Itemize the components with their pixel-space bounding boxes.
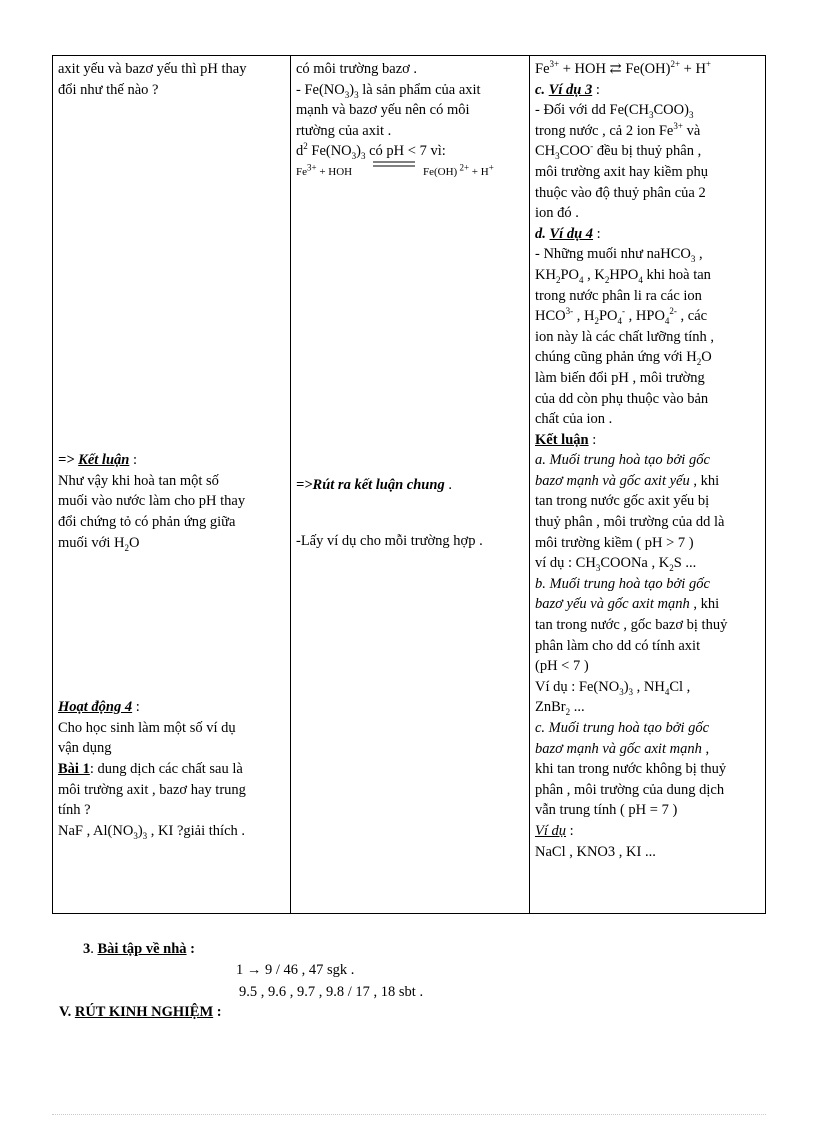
c3-line: bazơ mạnh và gốc axit mạnh ,	[535, 740, 710, 757]
c2-line: -Lấy ví dụ cho mỗi trường hợp .	[296, 532, 483, 549]
c3-line: trong nước phân li ra các ion	[535, 287, 702, 304]
c3-line: ZnBr$_2$ ...	[535, 699, 585, 718]
homework-line-2: 9.5 , 9.6 , 9.7 , 9.8 / 17 , 18 sbt .	[239, 984, 424, 1000]
c3-line: $CH_3COO^-$ đều bị thuỷ phân ,	[535, 141, 702, 162]
homework-heading: 3. Bài tập về nhà :	[83, 941, 196, 957]
c1-line: tính ?	[58, 802, 91, 819]
exercise-1-formulas: NaF , $Al(NO_3)_3$ , KI ?giải thích .	[58, 822, 246, 841]
c3-line: bazơ yếu và gốc axit mạnh , khi	[535, 596, 720, 613]
conclusion-heading: => Kết luận :	[58, 452, 137, 469]
column-student-activity	[296, 59, 526, 551]
c3-line: trong nước , cả 2 ion $Fe^{3+}$ và	[535, 120, 701, 139]
c1-line: axit yếu và bazơ yếu thì pH thay	[58, 61, 247, 77]
c2-line: rtường của axit .	[296, 122, 392, 139]
page-bottom-rule	[52, 1114, 766, 1115]
c2-line: - $Fe(NO_3)_3$ là sản phẩm của axit	[296, 81, 481, 100]
example-3-heading: c. Ví dụ 3 :	[535, 81, 600, 98]
experience-heading: V. RÚT KINH NGHIỆM :	[59, 1004, 222, 1020]
c1-line: đổi như thế nào ?	[58, 81, 159, 98]
c3-line: a. Muối trung hoà tạo bởi gốc	[535, 452, 710, 469]
c3-line: khi tan trong nước không bị thuỷ	[535, 761, 727, 778]
c3-line: chúng cũng phản ứng với $H_2O$	[535, 349, 712, 368]
c3-line: $HCO^{3-}$ , $H_2PO_4^-$ , $HPO_4^{2-}$ , các	[535, 306, 708, 327]
c1-line: đổi chứng tỏ có phản ứng giữa	[58, 513, 236, 530]
column-teacher-activity	[58, 59, 288, 841]
c3-line: làm biến đổi pH , môi trường	[535, 369, 705, 386]
activity-heading: Hoạt động 4 :	[58, 699, 140, 716]
general-conclusion: =>Rút ra kết luận chung .	[296, 476, 452, 493]
c3-line: phân , môi trường của dung dịch	[535, 781, 725, 798]
c3-line: của dd còn phụ thuộc vào bản	[535, 390, 709, 407]
example-4-heading: d. Ví dụ 4 :	[535, 225, 601, 242]
c1-line: Như vậy khi hoà tan một số	[58, 472, 219, 489]
c3-line: môi trường axit hay kiềm phụ	[535, 163, 708, 180]
c3-line: c. Muối trung hoà tạo bởi gốc	[535, 720, 710, 736]
c3-equation: $Fe^{3+}$ + HOH ⇄ Fe(OH)$^{2+}$ + H+	[535, 59, 711, 77]
c3-line: tan trong nước , gốc bazơ bị thuỷ	[535, 617, 728, 634]
c3-line: $KH_2PO_4$ , $K_2HPO_4$ khi hoà tan	[535, 266, 711, 285]
c3-line: môi trường kiềm ( pH > 7 )	[535, 534, 694, 551]
homework-line-1: 1 → 9 / 46 , 47 sgk .	[236, 962, 355, 978]
c2-line: $d^2$ $Fe(NO_3)_3$ có pH < 7 vì:	[296, 141, 446, 162]
c3-line: (pH < 7 )	[535, 658, 589, 675]
c3-line: b. Muối trung hoà tạo bởi gốc	[535, 575, 710, 592]
column-divider-2	[529, 56, 530, 913]
c3-line: thuỷ phân , môi trường của dd là	[535, 514, 725, 531]
c3-line: ví dụ : $CH_3COONa$ , $K_2S$ ...	[535, 555, 697, 574]
c3-line: thuộc vào độ thuỷ phân của 2	[535, 184, 706, 201]
exercise-1: Bài 1: dung dịch các chất sau là	[58, 760, 243, 777]
c1-line: muối vào nước làm cho pH thay	[58, 493, 246, 510]
c3-line: bazơ mạnh và gốc axit yếu , khi	[535, 472, 720, 489]
c3-line: phân làm cho dd có tính axit	[535, 637, 701, 654]
c1-line: muối với $H_2O$	[58, 534, 140, 553]
c3-line: - Những muối như naHCO$_3$ ,	[535, 246, 703, 265]
c3-line: - Đối với dd $Fe(CH_3COO)_3$	[535, 102, 694, 121]
c2-line: mạnh và bazơ yếu nên có môi	[296, 102, 470, 119]
c3-line: tan trong nước gốc axit yếu bị	[535, 493, 710, 510]
c1-line: môi trường axit , bazơ hay trung	[58, 781, 246, 798]
c3-line: Ví dụ : $Fe(NO_3)_3$ , $NH_4Cl$ ,	[535, 678, 691, 697]
c3-line: ion đó .	[535, 205, 579, 222]
example-heading: Ví dụ :	[535, 822, 574, 839]
c1-line: vận dụng	[58, 740, 112, 757]
c3-line: chất của ion .	[535, 411, 613, 428]
lesson-table	[52, 55, 766, 914]
c1-line: Cho học sinh làm một số ví dụ	[58, 719, 236, 736]
c3-line: NaCl , KNO3 , KI ...	[535, 843, 656, 860]
conclusion-heading: Kết luận :	[535, 431, 597, 448]
equilibrium-arrow-icon: ⇄	[609, 61, 622, 77]
c2-line: có môi trường bazơ .	[296, 61, 418, 77]
column-content	[535, 59, 763, 862]
c3-line: ion này là các chất lưỡng tính ,	[535, 328, 714, 345]
c3-line: vẫn trung tính ( pH = 7 )	[535, 802, 678, 819]
equilibrium-arrow-icon	[373, 160, 415, 168]
hydrolysis-equation: $Fe^{3+}$ + HOH Fe(OH) $^{2+}$ + H+	[296, 162, 526, 184]
column-divider-1	[290, 56, 291, 913]
